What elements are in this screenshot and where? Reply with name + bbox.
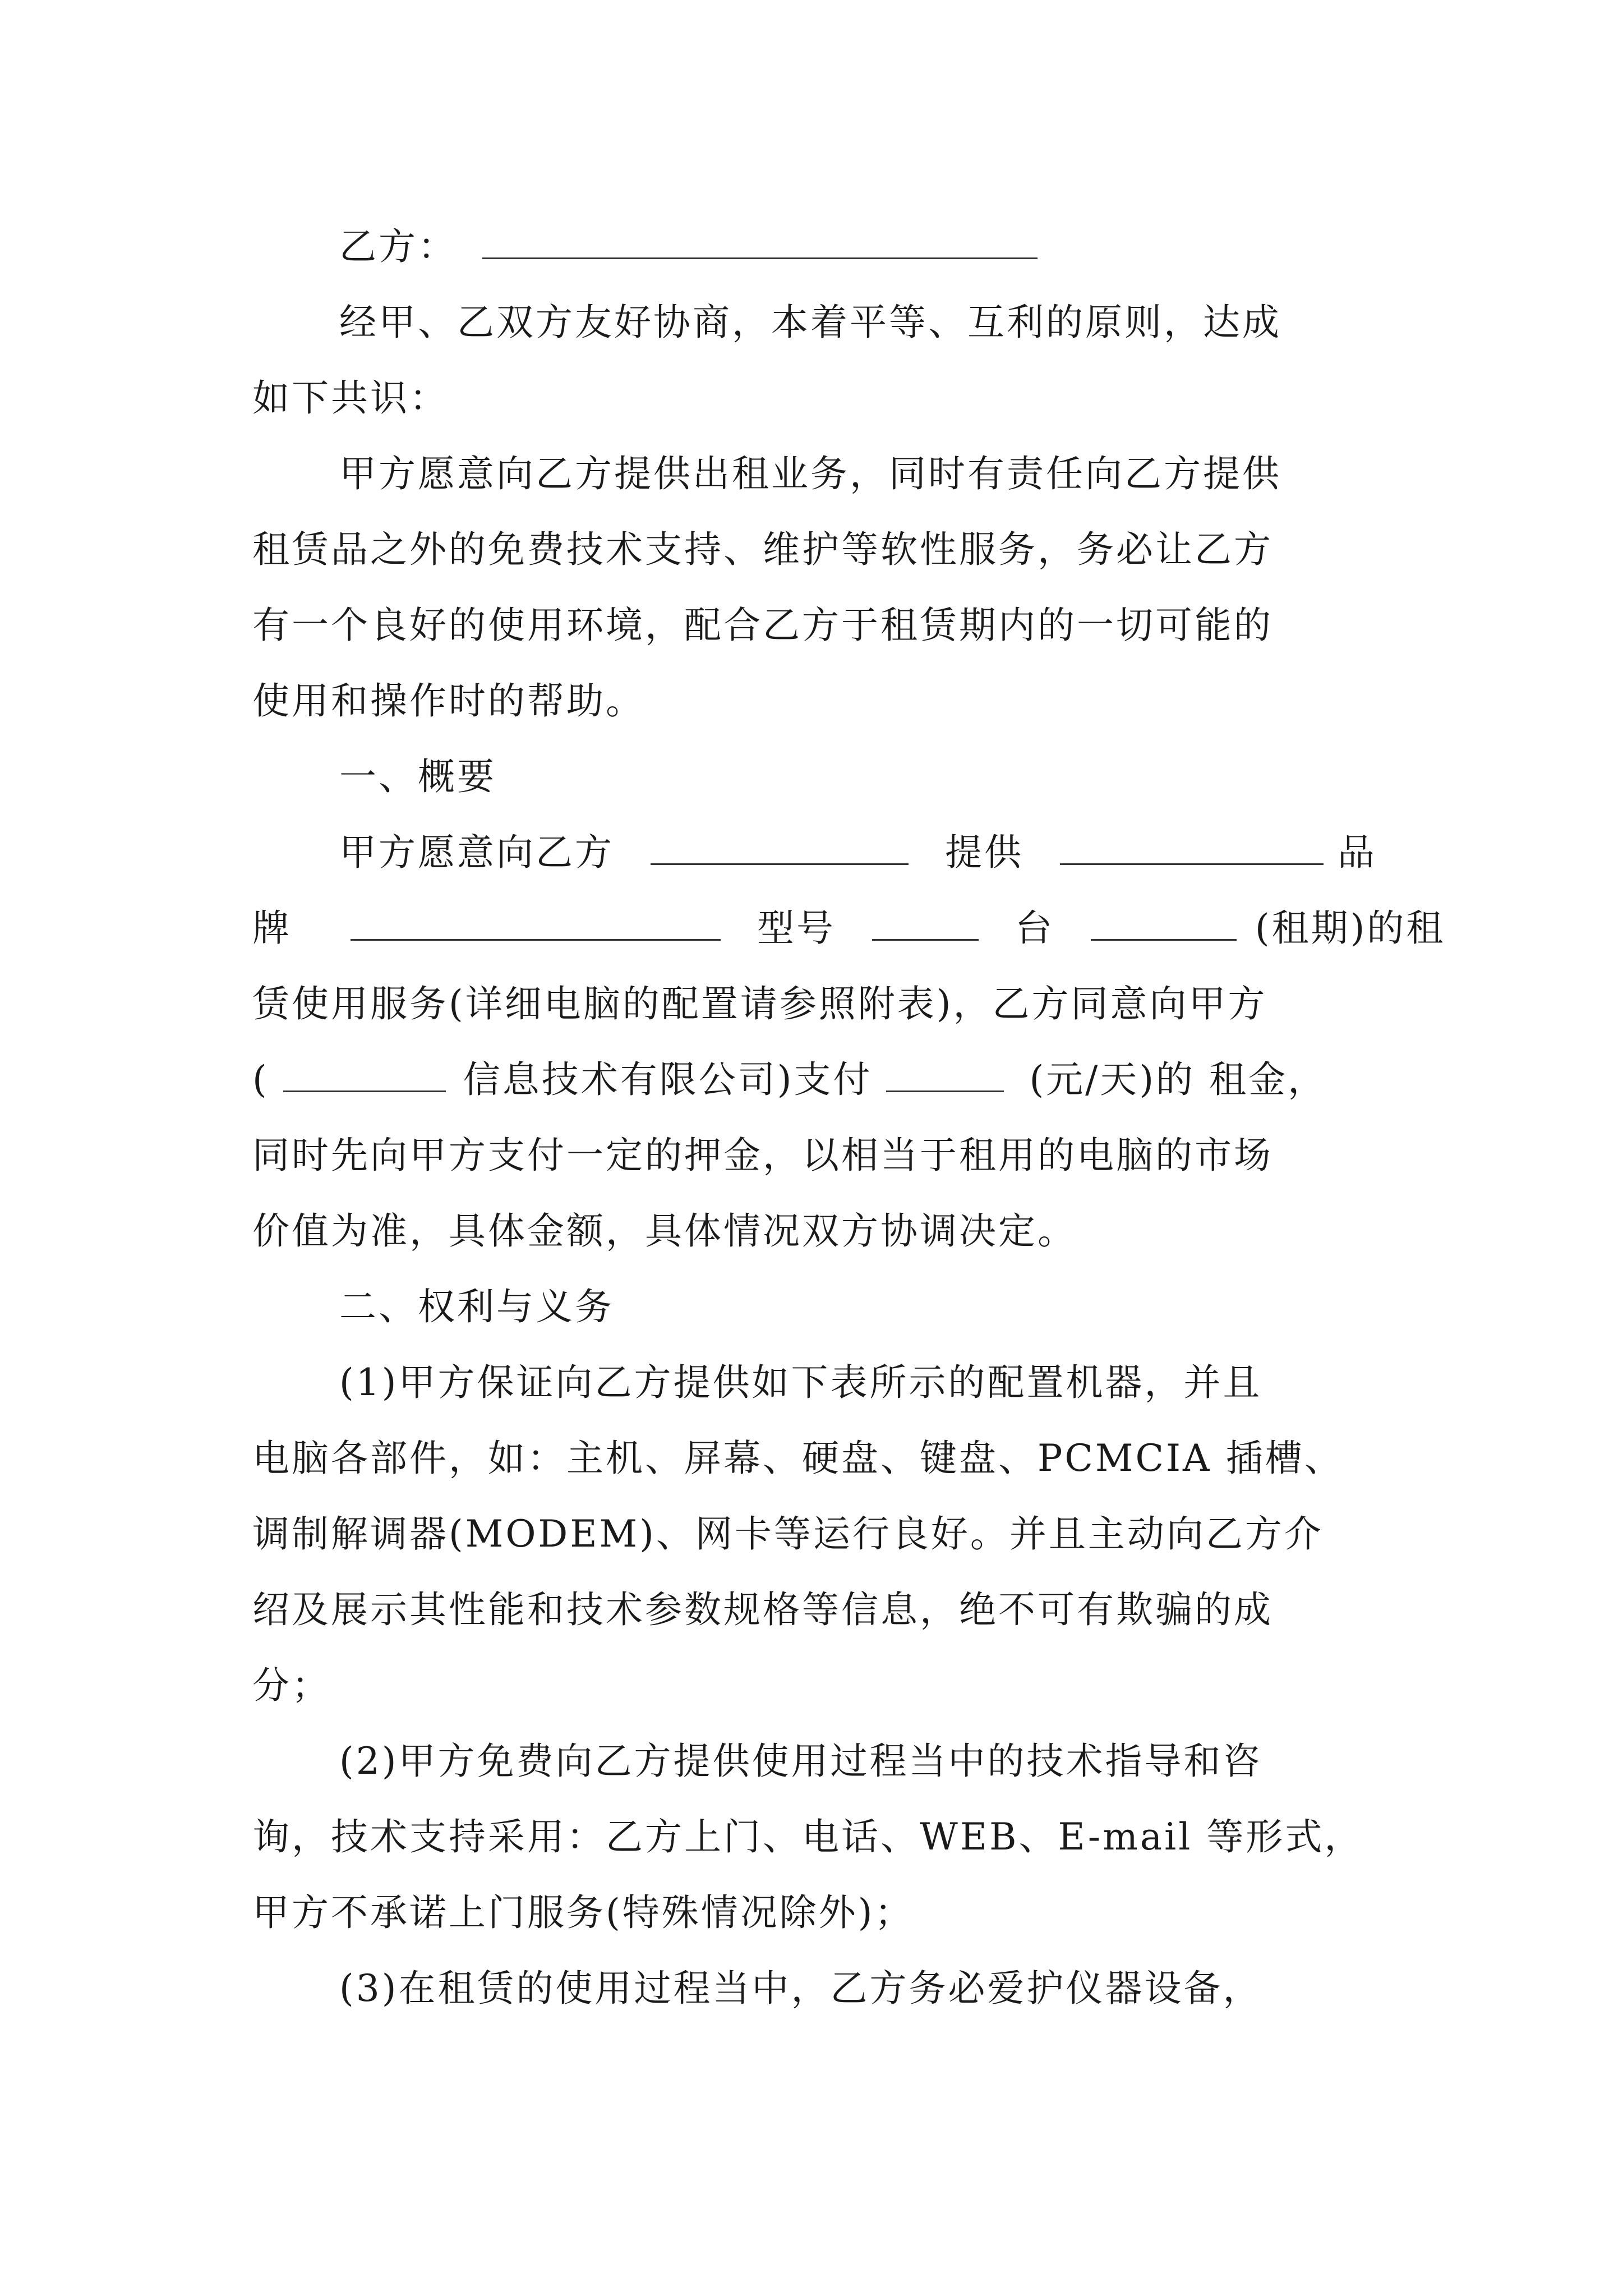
text: 绍及展示其性能和技术参数规格等信息，绝不可有欺骗的成	[252, 1588, 1273, 1631]
paragraph-2-line-3	[252, 600, 1402, 651]
section-heading-1	[339, 752, 1405, 802]
party-b-blank	[482, 223, 1038, 259]
heading-text: 二、权利与义务	[339, 1285, 614, 1328]
text: (租期)的租	[1255, 907, 1446, 950]
paragraph-4-line-2	[252, 1433, 1402, 1484]
party-b-line	[339, 222, 1405, 272]
text: 询，技术支持采用：乙方上门、电话、WEB、E-mail 等形式，	[252, 1815, 1364, 1858]
text: 如下共识：	[252, 376, 449, 420]
paragraph-4-line-1	[339, 1358, 1405, 1408]
paragraph-3-line-5	[252, 1130, 1402, 1181]
text: 赁使用服务(详细电脑的配置请参照附表)，乙方同意向甲方	[252, 982, 1267, 1025]
text: (元/天)的 租金，	[1029, 1058, 1327, 1101]
text: 价值为准，具体金额，具体情况双方协调决定。	[252, 1209, 1077, 1253]
text: 同时先向甲方支付一定的押金，以相当于租用的电脑的市场	[252, 1134, 1273, 1177]
text: (2)甲方免费向乙方提供使用过程当中的技术指导和咨	[339, 1740, 1262, 1783]
paragraph-3-line-3	[252, 979, 1402, 1029]
text: 品	[1337, 831, 1377, 874]
paragraph-3-line-6	[252, 1206, 1402, 1257]
paragraph-5-line-3	[252, 1888, 1402, 1938]
rent-amount-blank	[886, 1056, 1004, 1092]
text: 甲方愿意向乙方	[339, 831, 614, 874]
text: 提供	[944, 831, 1023, 874]
company-blank	[283, 1056, 446, 1092]
model-blank	[872, 904, 979, 941]
text: 甲方愿意向乙方提供出租业务，同时有责任向乙方提供	[339, 452, 1281, 495]
text: 台	[1015, 907, 1054, 950]
text: (1)甲方保证向乙方提供如下表所示的配置机器，并且	[339, 1361, 1262, 1404]
text: 型号	[757, 907, 836, 950]
paragraph-5-line-1	[339, 1736, 1405, 1787]
text: 有一个良好的使用环境，配合乙方于租赁期内的一切可能的	[252, 604, 1273, 647]
provider-blank	[651, 829, 909, 865]
text: 经甲、乙双方友好协商，本着平等、互利的原则，达成	[339, 301, 1281, 344]
paragraph-4-line-3	[252, 1509, 1402, 1559]
quantity-blank	[1091, 904, 1237, 941]
paragraph-2-line-1	[339, 449, 1405, 499]
paragraph-3-line-4	[252, 1055, 1402, 1105]
heading-text: 一、概要	[339, 755, 496, 798]
paragraph-4-line-5	[252, 1660, 1402, 1711]
party-b-label: 乙方：	[339, 225, 457, 268]
text: 信息技术有限公司)支付	[463, 1058, 873, 1101]
paragraph-1-line-2	[252, 373, 1402, 424]
text: 电脑各部件，如：主机、屏幕、硬盘、键盘、PCMCIA 插槽、	[252, 1437, 1344, 1480]
text: (	[252, 1058, 269, 1101]
paragraph-3-line-2	[252, 903, 1446, 954]
text: 分；	[252, 1664, 331, 1707]
text: 牌	[252, 907, 292, 950]
text: 甲方不承诺上门服务(特殊情况除外)；	[252, 1891, 914, 1934]
paragraph-2-line-4	[252, 676, 1402, 726]
paragraph-1-line-1	[339, 297, 1405, 348]
paragraph-5-line-2	[252, 1812, 1402, 1862]
brand-blank	[1060, 829, 1324, 865]
text: 使用和操作时的帮助。	[252, 679, 645, 723]
text: 调制解调器(MODEM)、网卡等运行良好。并且主动向乙方介	[252, 1512, 1324, 1556]
brand-name-blank	[351, 904, 721, 941]
paragraph-4-line-4	[252, 1585, 1402, 1635]
section-heading-2	[339, 1282, 1405, 1332]
text: 租赁品之外的免费技术支持、维护等软性服务，务必让乙方	[252, 528, 1273, 571]
paragraph-3-line-1	[339, 827, 1405, 878]
text: (3)在租赁的使用过程当中，乙方务必爱护仪器设备，	[339, 1967, 1262, 2010]
paragraph-2-line-2	[252, 524, 1402, 575]
paragraph-6-line-1	[339, 1963, 1405, 2014]
